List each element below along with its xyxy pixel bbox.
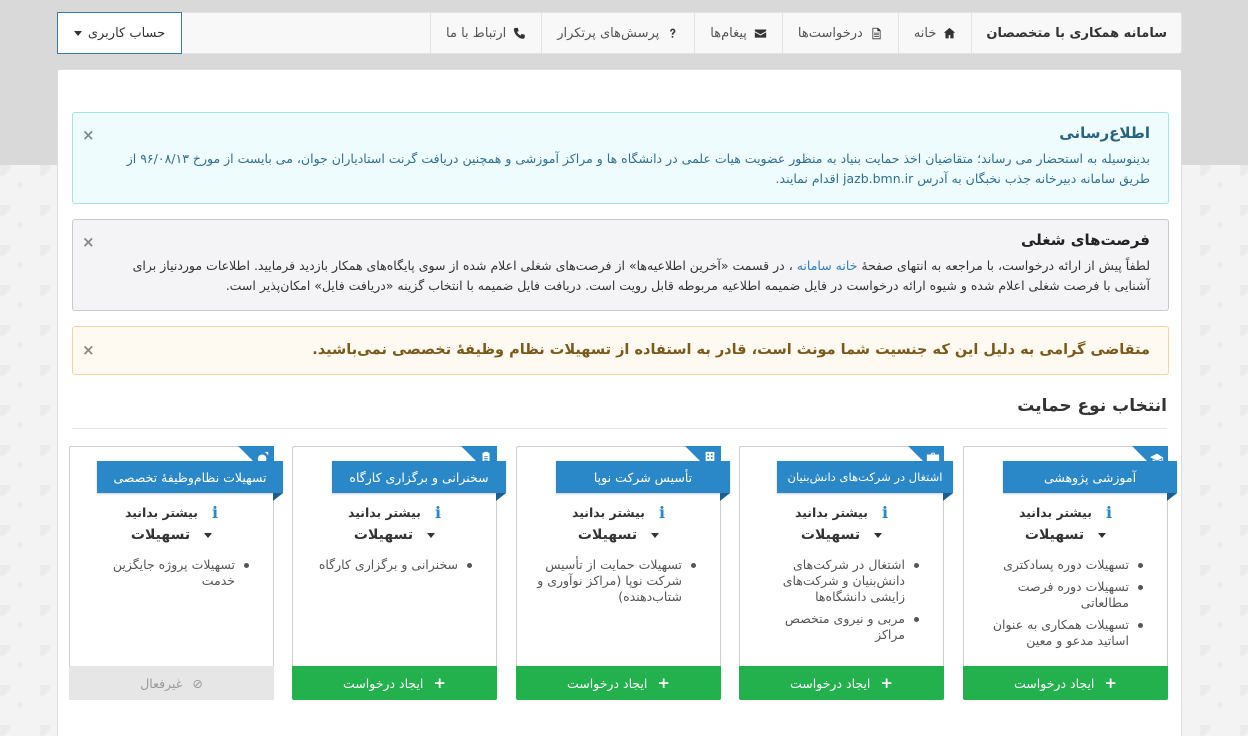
nav-faq[interactable] [541, 13, 694, 53]
support-card-workshop [292, 446, 497, 700]
info-icon: i [434, 503, 442, 522]
facility-list [88, 557, 253, 595]
card-title: آموزشی پژوهشی [1003, 461, 1177, 493]
caret-down-icon [1098, 533, 1106, 538]
learn-more-link[interactable] [754, 503, 929, 522]
warning-message: متقاضی گرامی به دلیل این که جنسیت شما مونث است، قادر به استفاده از تسهیلات نظام وظیفهٔ تخصصی نمی‌باشید. [312, 342, 1150, 358]
card-title: سخنرانی و برگزاری کارگاه [332, 461, 506, 493]
jobs-alert-title: فرصت‌های شغلی [1020, 231, 1150, 249]
phone-icon [513, 27, 526, 40]
button-label: غیرفعال [140, 675, 183, 691]
gender-warning-alert [72, 326, 1169, 375]
ribbon-tail [943, 493, 953, 501]
facility-dropdown[interactable] [754, 527, 929, 543]
ribbon-tail [273, 493, 283, 501]
list-item: تسهیلات پروژه جایگزین خدمت [88, 557, 253, 589]
learn-more-link[interactable] [84, 503, 259, 522]
ribbon-tail [1167, 493, 1177, 501]
facility-label: تسهیلات [577, 527, 638, 543]
caret-down-icon [204, 533, 212, 538]
home-link[interactable]: خانه سامانه [796, 258, 858, 273]
nav-requests-label: درخواست‌ها [797, 25, 863, 41]
learn-more-label: بیشتر بدانید [794, 505, 868, 520]
home-icon [943, 27, 956, 40]
info-icon: i [211, 503, 219, 522]
learn-more-label: بیشتر بدانید [1018, 505, 1092, 520]
list-item: تسهیلات دوره پسادکتری [982, 557, 1147, 573]
learn-more-label: بیشتر بدانید [347, 505, 421, 520]
main-panel [57, 69, 1182, 736]
learn-more-link[interactable] [307, 503, 482, 522]
create-request-button[interactable] [292, 666, 497, 700]
facility-label: تسهیلات [353, 527, 414, 543]
nav-contact-label: ارتباط با ما [446, 25, 507, 41]
plus-icon: + [433, 674, 446, 692]
button-label: ایجاد درخواست [1014, 675, 1095, 691]
facility-list [758, 557, 923, 649]
ban-icon: ⊘ [192, 675, 203, 691]
facility-dropdown[interactable] [531, 527, 706, 543]
info-alert-body: بدینوسیله به استحضار می رساند؛ متقاضیان اخذ حمایت بنیاد به منظور عضویت هیات علمی در دانشگاه ها و مراکز آموزشی و همچنین دریافت گرنت استادیاران جوان، می بایست از مورخ ۹۶/۰۸/۱۳ از طریق سامانه دبیرخانه جذب نخبگان به آدرس jazb.bmn.ir اقدام نمایند. [126, 151, 1150, 186]
learn-more-link[interactable] [978, 503, 1153, 522]
plus-icon: + [657, 674, 670, 692]
create-request-button[interactable] [739, 666, 944, 700]
nav-messages[interactable] [694, 13, 782, 53]
list-item: اشتغال در شرکت‌های دانش‌بنیان و شرکت‌های زایشی دانشگاه‌ها [758, 557, 923, 605]
caret-down-icon [427, 533, 435, 538]
info-icon: i [881, 503, 889, 522]
disabled-button [69, 666, 274, 700]
card-title: اشتغال در شرکت‌های دانش‌بنیان [777, 461, 953, 493]
jobs-text-start: لطفاً پیش از ارائه درخواست، با مراجعه به انتهای صفحهٔ [857, 258, 1150, 273]
top-navbar [57, 12, 1182, 54]
nav-home[interactable] [898, 13, 972, 53]
create-request-button[interactable] [963, 666, 1168, 700]
learn-more-label: بیشتر بدانید [124, 505, 198, 520]
info-icon: i [658, 503, 666, 522]
card-title: تسهیلات نظام‌وظیفهٔ تخصصی [97, 461, 283, 493]
facility-dropdown[interactable] [307, 527, 482, 543]
card-title: تأسیس شرکت نوپا [556, 461, 730, 493]
nav-spacer [181, 13, 430, 53]
info-alert-title: اطلاع‌رسانی [1059, 124, 1150, 142]
facility-list [982, 557, 1147, 655]
info-alert [72, 112, 1169, 204]
button-label: ایجاد درخواست [343, 675, 424, 691]
facility-dropdown[interactable] [978, 527, 1153, 543]
caret-down-icon [651, 533, 659, 538]
ribbon-tail [720, 493, 730, 501]
facility-list [311, 557, 476, 579]
learn-more-label: بیشتر بدانید [571, 505, 645, 520]
support-card-military-service [69, 446, 274, 700]
close-icon[interactable]: × [82, 341, 95, 359]
list-item: تسهیلات دوره فرصت مطالعاتی [982, 579, 1147, 611]
facility-label: تسهیلات [130, 527, 191, 543]
create-request-button[interactable] [516, 666, 721, 700]
list-item: سخنرانی و برگزاری کارگاه [311, 557, 476, 573]
jobs-text-end: ، در قسمت «آخرین اطلاعیه‌ها» از فرصت‌های شغلی اعلام شده از سوی پایگاه‌های همکار بازدید فرمایید. اطلاعات موردنیاز برای آشنایی با فرصت شغلی اعلام شده و شیوه ارائه درخواست در فایل ضمیمه اطلاعیه مربوطه قابل رویت است. دریافت فایل ضمیمه با انتخاب گزینه «دریافت فایل» امکان‌پذیر است. [132, 258, 1150, 293]
account-label: حساب کاربری [87, 25, 166, 41]
plus-icon: + [1104, 674, 1117, 692]
nav-faq-label: پرسش‌های پرتکرار [557, 25, 660, 41]
info-icon: i [1105, 503, 1113, 522]
button-label: ایجاد درخواست [567, 675, 648, 691]
question-icon [666, 27, 679, 40]
section-title: انتخاب نوع حمایت [72, 396, 1167, 429]
facility-list [535, 557, 700, 611]
support-card-startup [516, 446, 721, 700]
site-brand[interactable]: سامانه همکاری با متخصصان [971, 13, 1181, 53]
account-dropdown[interactable] [57, 12, 182, 54]
list-item: تسهیلات حمایت از تأسیس شرکت نوپا (مراکز نوآوری و شتاب‌دهنده) [535, 557, 700, 605]
close-icon[interactable]: × [82, 233, 95, 251]
ribbon-tail [496, 493, 506, 501]
document-icon [870, 27, 883, 40]
envelope-icon [754, 27, 767, 40]
jobs-alert-body [113, 256, 1150, 296]
facility-label: تسهیلات [1024, 527, 1085, 543]
support-card-education [963, 446, 1168, 700]
plus-icon: + [880, 674, 893, 692]
close-icon[interactable]: × [82, 126, 95, 144]
nav-requests[interactable] [782, 13, 898, 53]
nav-home-label: خانه [913, 25, 937, 41]
learn-more-link[interactable] [531, 503, 706, 522]
caret-down-icon [74, 31, 82, 36]
caret-down-icon [874, 533, 882, 538]
support-card-knowledge-employment [739, 446, 944, 700]
list-item: تسهیلات همکاری به عنوان اساتید مدعو و معین [982, 617, 1147, 649]
facility-dropdown[interactable] [84, 527, 259, 543]
nav-contact[interactable] [430, 13, 541, 53]
button-label: ایجاد درخواست [790, 675, 871, 691]
list-item: مربی و نیروی متخصص مراکز [758, 611, 923, 643]
jobs-alert [72, 219, 1169, 311]
nav-messages-label: پیغام‌ها [710, 25, 747, 41]
facility-label: تسهیلات [800, 527, 861, 543]
